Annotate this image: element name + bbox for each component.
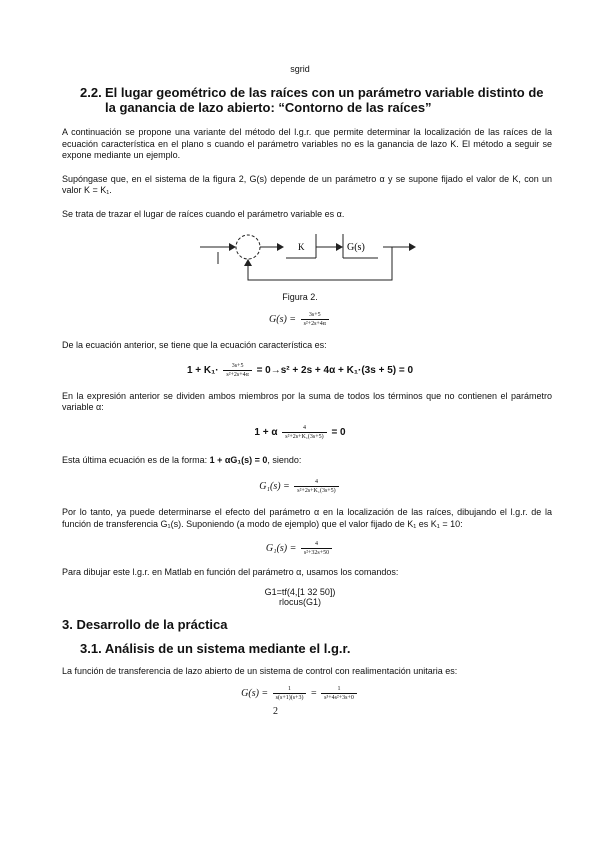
equation-divided: 1 + α $\frac{4}{\text{s²+2s+K₁(3s+5)}}$ = 0 — [254, 424, 346, 440]
page-number: 2 — [273, 706, 278, 717]
paragraph: A continuación se propone una variante del método del l.g.r. que permite determinar la localización de las raíces de la ecuación característica en el plano s cuando el parámetro variables no es la ganancia de lazo K. El método a seguir se expone mediante un ejemplo. — [62, 127, 552, 160]
section-title-2-2-line1: El lugar geométrico de las raíces con un parámetro variable distinto de la — [105, 85, 544, 115]
arrow-icon — [229, 243, 236, 251]
section-title-2-2-line2: ganancia de lazo abierto: “Contorno de las raíces” — [119, 100, 432, 115]
section-number-2-2: 2.2. — [80, 85, 102, 100]
code-sgrid: sgrid — [290, 64, 310, 74]
summing-junction — [236, 235, 260, 259]
arrow-icon — [409, 243, 416, 251]
paragraph: Se trata de trazar el lugar de raíces cuando el parámetro variable es α. — [62, 208, 345, 219]
paragraph: Supóngase que, en el sistema de la figura 2, G(s) depende de un parámetro α y se supone fijado el valor de K, con un valor K = K₁. — [62, 173, 552, 195]
block-k-label: K — [298, 242, 305, 252]
section-heading-3: 3. Desarrollo de la práctica — [62, 616, 228, 632]
paragraph: Para dibujar este l.g.r. en Matlab en función del parámetro α, usamos los comandos: — [62, 567, 399, 577]
code-line: G1=tf(4,[1 32 50]) — [264, 586, 336, 597]
block-g-label: G(s) — [347, 242, 365, 253]
equation-g: G(s) = $\frac{3s+5}{\text{s²+2s+4α}}$ — [0, 311, 600, 328]
arrow-icon — [336, 243, 343, 251]
paragraph: La función de transferencia de lazo abierto de un sistema de control con realimentación unitaria es: — [62, 665, 458, 676]
figure-caption: Figura 2. — [282, 292, 318, 302]
section-heading-3-1: 3.1. Análisis de un sistema mediante el l.g.r. — [80, 640, 351, 656]
section-heading-2-2 — [80, 85, 553, 115]
block-diagram — [0, 220, 600, 290]
equation-g1-numeric: G₁(s) = $\frac{4}{\text{s²+32s+50}}$ — [0, 540, 600, 557]
code-line: rlocus(G1) — [278, 596, 321, 607]
matlab-code — [0, 587, 600, 607]
paragraph: De la ecuación anterior, se tiene que la ecuación característica es: — [62, 340, 327, 350]
paragraph: Esta última ecuación es de la forma: 1 + αG₁(s) = 0, siendo: — [62, 454, 302, 465]
arrow-icon — [244, 259, 252, 266]
equation-g1: G₁(s) = $\frac{4}{\text{s²+2s+K₁(3s+5)}}$ — [0, 478, 600, 495]
equation-characteristic: 1 + K₁· $\frac{3s+5}{\text{s²+2s+4α}}$ = 0→s² + 2s + 4α + K₁·(3s + 5) = 0 — [186, 362, 414, 378]
paragraph: En la expresión anterior se dividen ambos miembros por la suma de todos los términos que no contienen el parámetro variable α: — [62, 390, 552, 412]
arrow-icon — [277, 243, 284, 251]
equation-final: G(s) = $\frac{1}{s(s+1)(s+3)}$ = $\frac{1}{\text{s³+4s²+3s+0}}$ — [0, 685, 600, 702]
paragraph: Por lo tanto, ya puede determinarse el efecto del parámetro α en la localización de las raíces, dibujando el l.g.r. de la función de transferencia G₁(s). Suponiendo (a modo de ejemplo) que el valor fijado de K₁ es K₁ = 10: — [62, 507, 552, 529]
